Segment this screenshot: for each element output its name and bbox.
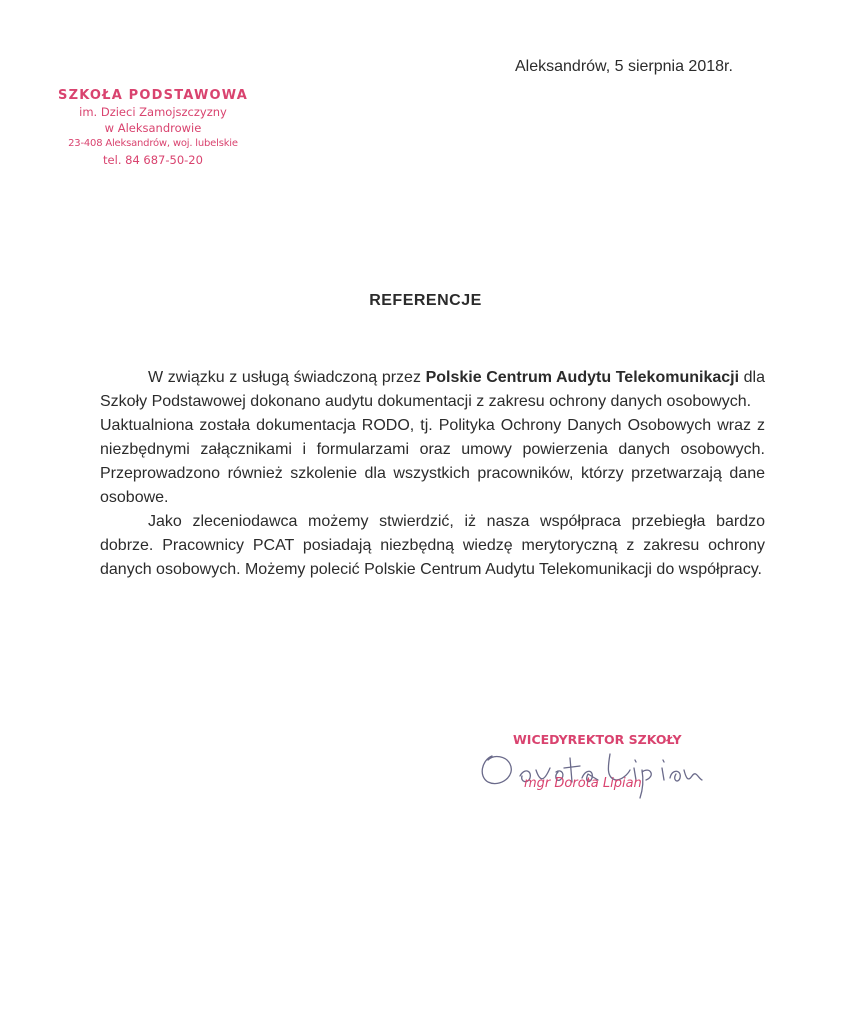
stamp-school-name: SZKOŁA PODSTAWOWA: [58, 88, 248, 103]
company-name: Polskie Centrum Audytu Telekomunikacji: [425, 369, 740, 386]
stamp-patron: im. Dzieci Zamojszczyzny: [79, 105, 227, 119]
signature-title-stamp: WICEDYREKTOR SZKOŁY: [513, 732, 682, 747]
stamp-phone: tel. 84 687-50-20: [103, 153, 203, 167]
signatory-name: mgr Dorota Lipian: [524, 776, 642, 791]
letter-body: [100, 366, 765, 582]
school-stamp: [48, 88, 258, 168]
paragraph-3: Jako zleceniodawca możemy stwierdzić, iż nasza współpraca przebiegła bardzo dobrze. Pracownicy PCAT posiadają niezbędną wiedzę merytoryczną z zakresu ochrony danych osobowych. Możemy polecić Polskie Centrum Audytu Telekomunikacji do współpracy.: [100, 513, 765, 578]
paragraph-2: Uaktualniona została dokumentacja RODO, tj. Polityka Ochrony Danych Osobowych wraz z niezbędnymi załącznikami i formularzami oraz umowy powierzenia danych osobowych. Przeprowadzono również szkolenie dla wszystkich pracowników, którzy przetwarzają dane osobowe.: [100, 417, 765, 506]
letter-date: Aleksandrów, 5 sierpnia 2018r.: [515, 58, 733, 75]
handwritten-signature: [470, 742, 710, 802]
document-title: REFERENCJE: [369, 292, 482, 309]
stamp-location: w Aleksandrowie: [104, 121, 202, 135]
paragraph-1: [100, 366, 765, 414]
paragraph-1-rest: dla Szkoły Podstawowej dokonano audytu dokumentacji z zakresu ochrony danych osobowych.: [100, 369, 765, 410]
stamp-address: 23-408 Aleksandrów, woj. lubelskie: [68, 138, 238, 149]
paragraph-1-intro: W związku z usługą świadczoną przez: [148, 369, 426, 386]
